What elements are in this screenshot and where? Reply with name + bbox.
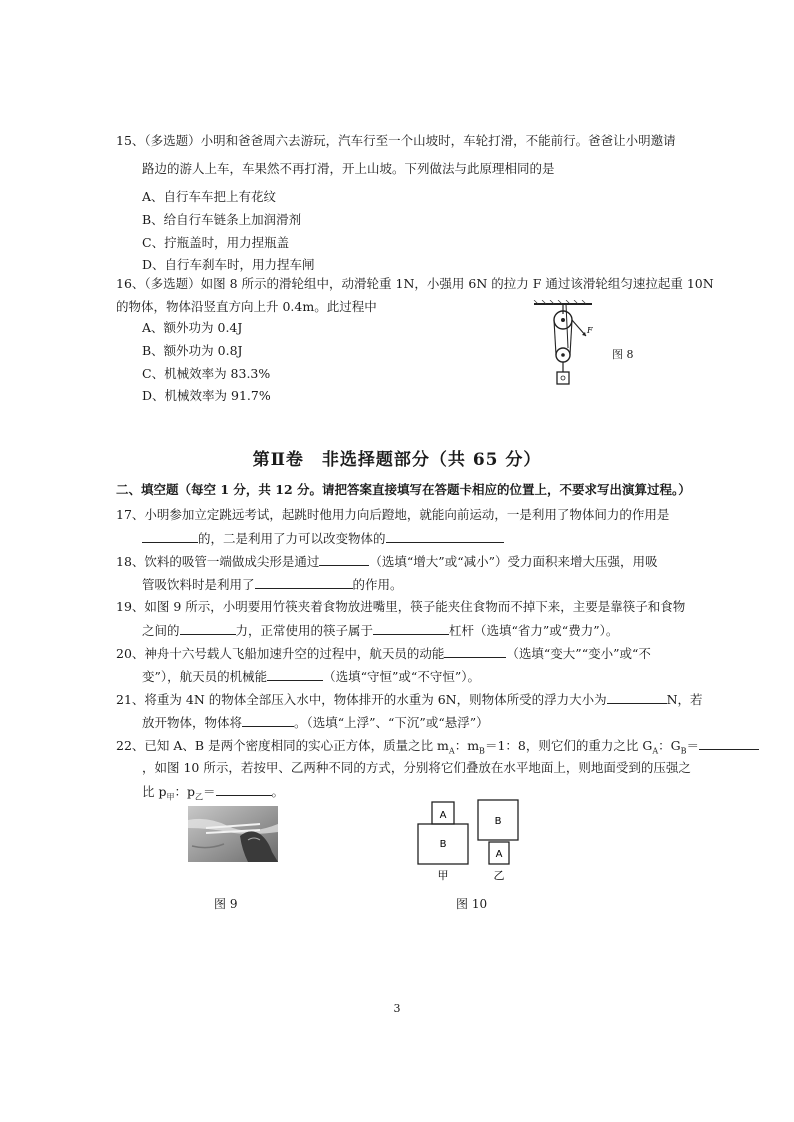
q16-stem-line2: 的物体，物体沿竖直方向上升 0.4m。此过程中 xyxy=(116,299,377,314)
q16-stem-line1: 16、（多选题）如图 8 所示的滑轮组中，动滑轮重 1N，小强用 6N 的拉力 F 通过该滑轮组匀速拉起重 10N xyxy=(116,276,714,291)
yi-label: 乙 xyxy=(493,869,505,882)
q16-option-b: B、额外功为 0.8J xyxy=(142,343,243,358)
q19-blank-1[interactable] xyxy=(180,622,236,635)
q19-line2 xyxy=(142,622,618,639)
q22-line3 xyxy=(142,783,284,806)
q16-option-d: D、机械效率为 91.7% xyxy=(142,388,271,403)
cubes-figure xyxy=(412,798,522,886)
q19-text-c: 力，正常使用的筷子属于 xyxy=(235,623,374,638)
q22-text-c4: 。 xyxy=(271,784,285,799)
pulley-figure xyxy=(530,300,600,395)
q21-blank-1[interactable] xyxy=(607,691,667,704)
q21-blank-2[interactable] xyxy=(242,714,294,727)
q20-text-c: 变”），航天员的机械能 xyxy=(142,669,268,684)
q21-line1 xyxy=(116,691,703,708)
fig10-caption: 图 10 xyxy=(456,897,488,911)
q16-option-c: C、机械效率为 83.3% xyxy=(142,366,271,381)
q20-blank-2[interactable] xyxy=(267,668,323,681)
page-number: 3 xyxy=(393,1002,401,1015)
q15-stem-line2: 路边的游人上车，车果然不再打滑，开上山坡。下列做法与此原理相同的是 xyxy=(142,161,555,176)
fig9-caption: 图 9 xyxy=(214,897,238,911)
q18-text-b: （选填“增大”或“减小”）受力面积来增大压强，用吸 xyxy=(369,554,658,569)
q17-blank-2[interactable] xyxy=(386,530,504,543)
force-label: F xyxy=(587,326,593,335)
q18-blank-2[interactable] xyxy=(255,576,353,589)
q18-blank-1[interactable] xyxy=(319,553,369,566)
yi-cube-a-label: A xyxy=(495,849,503,860)
q15-stem-line1: 15、（多选题）小明和爸爸周六去游玩，汽车行至一个山坡时，车轮打滑，不能前行。爸爸让小明邀请 xyxy=(116,133,676,148)
q22-text-a: 22、已知 A、B 是两个密度相同的实心正方体，质量之比 m xyxy=(116,738,449,753)
q21-text-d: 。（选填“上浮”、“下沉”或“悬浮”） xyxy=(294,715,489,730)
q21-text-c: 放开物体，物体将 xyxy=(142,715,243,730)
q20-line1 xyxy=(116,645,651,662)
q22-sub-jia: 甲 xyxy=(166,792,175,802)
q18-text-a: 18、饮料的吸管一端做成尖形是通过 xyxy=(116,554,320,569)
q15-option-c: C、拧瓶盖时，用力捏瓶盖 xyxy=(142,235,290,250)
q18-line1 xyxy=(116,553,657,570)
q16-option-a: A、额外功为 0.4J xyxy=(142,320,243,335)
q20-blank-1[interactable] xyxy=(444,645,506,658)
q17-line2 xyxy=(142,530,504,547)
q19-line1: 19、如图 9 所示，小明要用竹筷夹着食物放进嘴里，筷子能夹住食物而不掉下来，主要是靠筷子和食物 xyxy=(116,599,686,614)
q22-text-a4: ：G xyxy=(658,738,681,753)
q19-blank-2[interactable] xyxy=(373,622,449,635)
q15-option-d: D、自行车刹车时，用力捏车闸 xyxy=(142,257,315,272)
q22-line1 xyxy=(116,737,759,760)
q17-line1: 17、小明参加立定跳远考试，起跳时他用力向后蹬地，就能向前运动，一是利用了物体间力的作用是 xyxy=(116,507,670,522)
q20-text-a: 20、神舟十六号载人飞船加速升空的过程中，航天员的动能 xyxy=(116,646,445,661)
q22-text-a5: ＝ xyxy=(686,738,699,753)
q21-text-a: 21、将重为 4N 的物体全部压入水中，物体排开的水重为 6N，则物体所受的浮力大小为 xyxy=(116,692,607,707)
q19-text-b: 之间的 xyxy=(142,623,180,638)
q15-option-a: A、自行车车把上有花纹 xyxy=(142,189,277,204)
q22-sub-ma: A xyxy=(448,746,455,756)
section2-heading: 二、填空题（每空 1 分，共 12 分。请把答案直接填写在答题卡相应的位置上，不要求写出演算过程。） xyxy=(116,482,691,497)
q22-blank-1[interactable] xyxy=(699,737,759,750)
q21-line2 xyxy=(142,714,489,731)
q19-text-d: 杠杆（选填“省力”或“费力”）。 xyxy=(449,623,619,638)
q22-line2: ，如图 10 所示，若按甲、乙两种不同的方式，分别将它们叠放在水平地面上，则地面受到的压强之 xyxy=(142,760,691,775)
q18-text-c: 管吸饮料时是利用了 xyxy=(142,577,255,592)
q20-text-d: （选填“守恒”或“不守恒”）。 xyxy=(323,669,480,684)
jia-cube-a-label: A xyxy=(439,810,447,821)
q22-sub-gb: B xyxy=(680,746,687,756)
fig8-caption: 图 8 xyxy=(612,348,634,361)
q22-text-a2: ：m xyxy=(454,738,480,753)
chopsticks-photo xyxy=(188,806,278,862)
q18-text-d: 的作用。 xyxy=(352,577,403,592)
q22-sub-mb: B xyxy=(479,746,485,756)
q22-text-c3: ＝ xyxy=(203,784,216,799)
q20-line2 xyxy=(142,668,480,685)
yi-cube-b-label: B xyxy=(494,816,502,827)
q17-blank-1[interactable] xyxy=(142,530,198,543)
q22-text-c: 比 p xyxy=(142,784,167,799)
q15-option-b: B、给自行车链条上加润滑剂 xyxy=(142,212,302,227)
q22-text-a3: ＝1：8，则它们的重力之比 G xyxy=(484,738,653,753)
q17-text-b: 的，二是利用了力可以改变物体的 xyxy=(198,531,386,546)
section2-title: 第Ⅱ卷 非选择题部分（共 65 分） xyxy=(252,450,542,470)
q22-blank-2[interactable] xyxy=(216,783,272,796)
jia-label: 甲 xyxy=(437,869,449,882)
jia-cube-b-label: B xyxy=(439,839,447,850)
q18-line2 xyxy=(142,576,403,593)
q22-sub-yi: 乙 xyxy=(195,792,203,802)
q22-sub-ga: A xyxy=(652,746,659,756)
q21-text-b: N，若 xyxy=(666,692,703,707)
q20-text-b: （选填“变大”“变小”或“不 xyxy=(506,646,651,661)
q22-text-c2: ：p xyxy=(174,784,195,799)
